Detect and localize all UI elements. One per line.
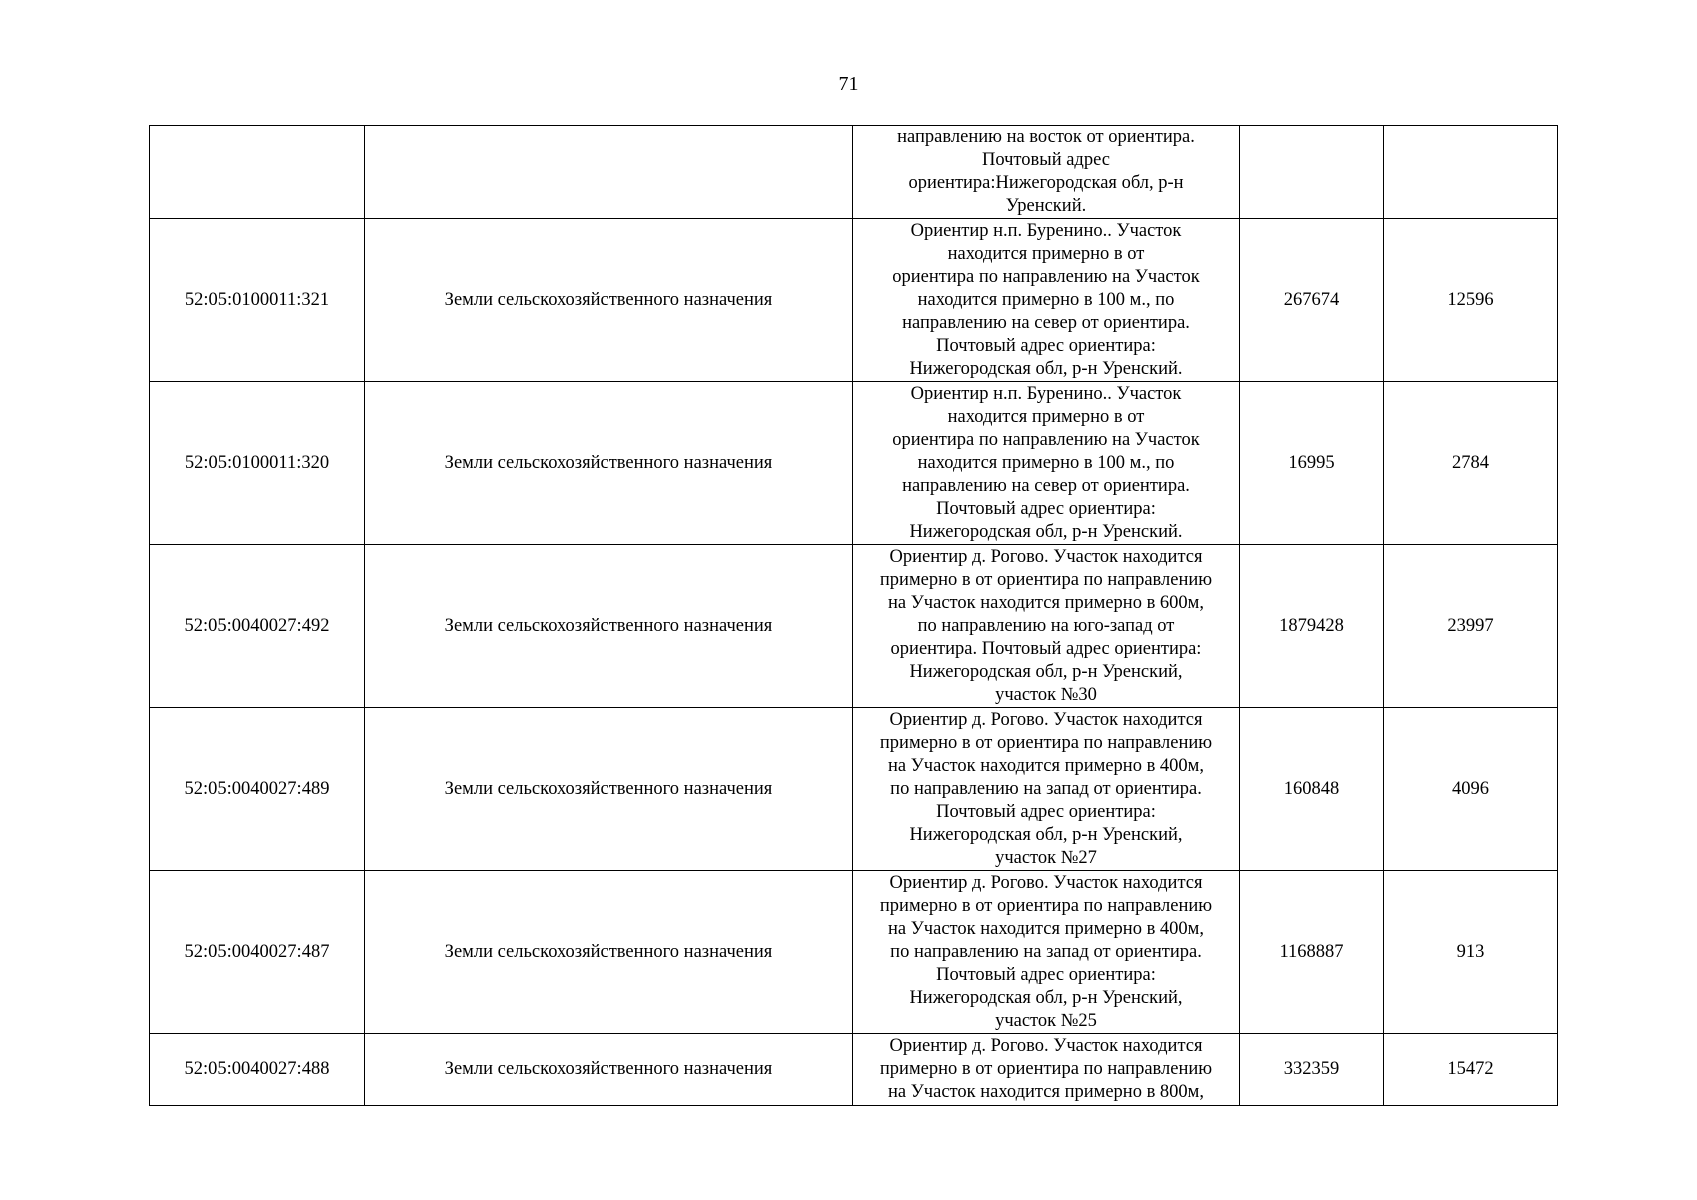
table-row [150, 219, 1558, 382]
land-category-cell: Земли сельскохозяйственного назначения [365, 219, 853, 382]
cadastral-number-cell: 52:05:0040027:487 [150, 871, 365, 1034]
location-line: примерно в от ориентира по направлению [879, 895, 1213, 916]
location-line: примерно в от ориентира по направлению [879, 732, 1213, 753]
value-cell: 4096 [1384, 708, 1558, 871]
area-cell: 332359 [1240, 1034, 1384, 1106]
location-line: ориентира:Нижегородская обл, р-н [908, 173, 1184, 193]
location-line: находится примерно в от [947, 243, 1145, 264]
value-cell [1384, 126, 1558, 219]
value-cell: 913 [1384, 871, 1558, 1034]
location-line: Уренский. [1005, 196, 1087, 216]
cadastral-number-cell: 52:05:0040027:489 [150, 708, 365, 871]
location-line: Нижегородская обл, р-н Уренский, [909, 661, 1183, 682]
location-description-cell [853, 708, 1240, 871]
location-line: участок №27 [995, 847, 1097, 868]
area-cell: 16995 [1240, 382, 1384, 545]
location-line: находится примерно в 100 м., по [917, 452, 1175, 473]
table-row [150, 382, 1558, 545]
location-line: Нижегородская обл, р-н Уренский, [909, 987, 1183, 1008]
location-line: на Участок находится примерно в 400м, [887, 918, 1205, 939]
location-line: направлению на север от ориентира. [902, 312, 1190, 333]
location-line: Ориентир н.п. Буренино.. Участок [910, 383, 1182, 404]
location-line: Почтовый адрес ориентира: [936, 498, 1156, 519]
table-row [150, 708, 1558, 871]
location-line: находится примерно в от [947, 406, 1145, 427]
area-cell: 267674 [1240, 219, 1384, 382]
location-line: направлению на восток от ориентира. [897, 127, 1195, 147]
land-category-cell: Земли сельскохозяйственного назначения [365, 871, 853, 1034]
location-description-cell [853, 545, 1240, 708]
land-category-cell: Земли сельскохозяйственного назначения [365, 545, 853, 708]
location-line: направлению на север от ориентира. [902, 475, 1190, 496]
land-category-cell [365, 126, 853, 219]
table-row [150, 1034, 1558, 1106]
value-cell: 2784 [1384, 382, 1558, 545]
location-line: находится примерно в 100 м., по [917, 289, 1175, 310]
land-plots-table [149, 125, 1558, 1106]
table-row [150, 545, 1558, 708]
location-line: на Участок находится примерно в 600м, [887, 592, 1205, 613]
location-description-cell [853, 382, 1240, 545]
location-line: Нижегородская обл, р-н Уренский. [909, 358, 1183, 379]
land-category-cell: Земли сельскохозяйственного назначения [365, 382, 853, 545]
land-category-cell: Земли сельскохозяйственного назначения [365, 1034, 853, 1106]
location-line: Ориентир д. Рогово. Участок находится [889, 546, 1203, 567]
location-line: по направлению на запад от ориентира. [890, 941, 1202, 962]
location-line: Ориентир д. Рогово. Участок находится [889, 709, 1203, 730]
location-description-cell [853, 219, 1240, 382]
cadastral-number-cell: 52:05:0100011:320 [150, 382, 365, 545]
location-line: Почтовый адрес ориентира: [936, 964, 1156, 985]
location-line: Нижегородская обл, р-н Уренский, [909, 824, 1183, 845]
location-line: примерно в от ориентира по направлению [879, 1059, 1213, 1079]
value-cell: 12596 [1384, 219, 1558, 382]
location-line: ориентира. Почтовый адрес ориентира: [890, 638, 1202, 659]
location-line: примерно в от ориентира по направлению [879, 569, 1213, 590]
location-line: на Участок находится примерно в 400м, [887, 755, 1205, 776]
location-line: по направлению на юго-запад от [917, 615, 1175, 636]
table-row-continuation [150, 126, 1558, 219]
location-line: участок №30 [995, 684, 1097, 705]
page-number: 71 [838, 73, 859, 95]
area-cell: 1168887 [1240, 871, 1384, 1034]
cadastral-number-cell [150, 126, 365, 219]
area-cell: 160848 [1240, 708, 1384, 871]
location-line: участок №25 [995, 1010, 1097, 1031]
value-cell: 15472 [1384, 1034, 1558, 1106]
location-line: Ориентир д. Рогово. Участок находится [889, 1036, 1203, 1056]
location-line: Почтовый адрес ориентира: [936, 801, 1156, 822]
location-line: по направлению на запад от ориентира. [890, 778, 1202, 799]
table-row [150, 871, 1558, 1034]
location-line: Ориентир н.п. Буренино.. Участок [910, 220, 1182, 241]
location-description-cell [853, 871, 1240, 1034]
location-line: ориентира по направлению на Участок [892, 429, 1200, 450]
location-line: Ориентир д. Рогово. Участок находится [889, 872, 1203, 893]
area-cell: 1879428 [1240, 545, 1384, 708]
location-line: на Участок находится примерно в 800м, [887, 1082, 1205, 1102]
area-cell [1240, 126, 1384, 219]
cadastral-number-cell: 52:05:0100011:321 [150, 219, 365, 382]
cadastral-number-cell: 52:05:0040027:488 [150, 1034, 365, 1106]
cadastral-number-cell: 52:05:0040027:492 [150, 545, 365, 708]
location-line: Почтовый адрес ориентира: [936, 335, 1156, 356]
value-cell: 23997 [1384, 545, 1558, 708]
location-line: Нижегородская обл, р-н Уренский. [909, 521, 1183, 542]
location-description-cell [853, 126, 1240, 219]
location-description-cell [853, 1034, 1240, 1106]
location-line: ориентира по направлению на Участок [892, 266, 1200, 287]
location-line: Почтовый адрес [982, 150, 1110, 170]
land-category-cell: Земли сельскохозяйственного назначения [365, 708, 853, 871]
